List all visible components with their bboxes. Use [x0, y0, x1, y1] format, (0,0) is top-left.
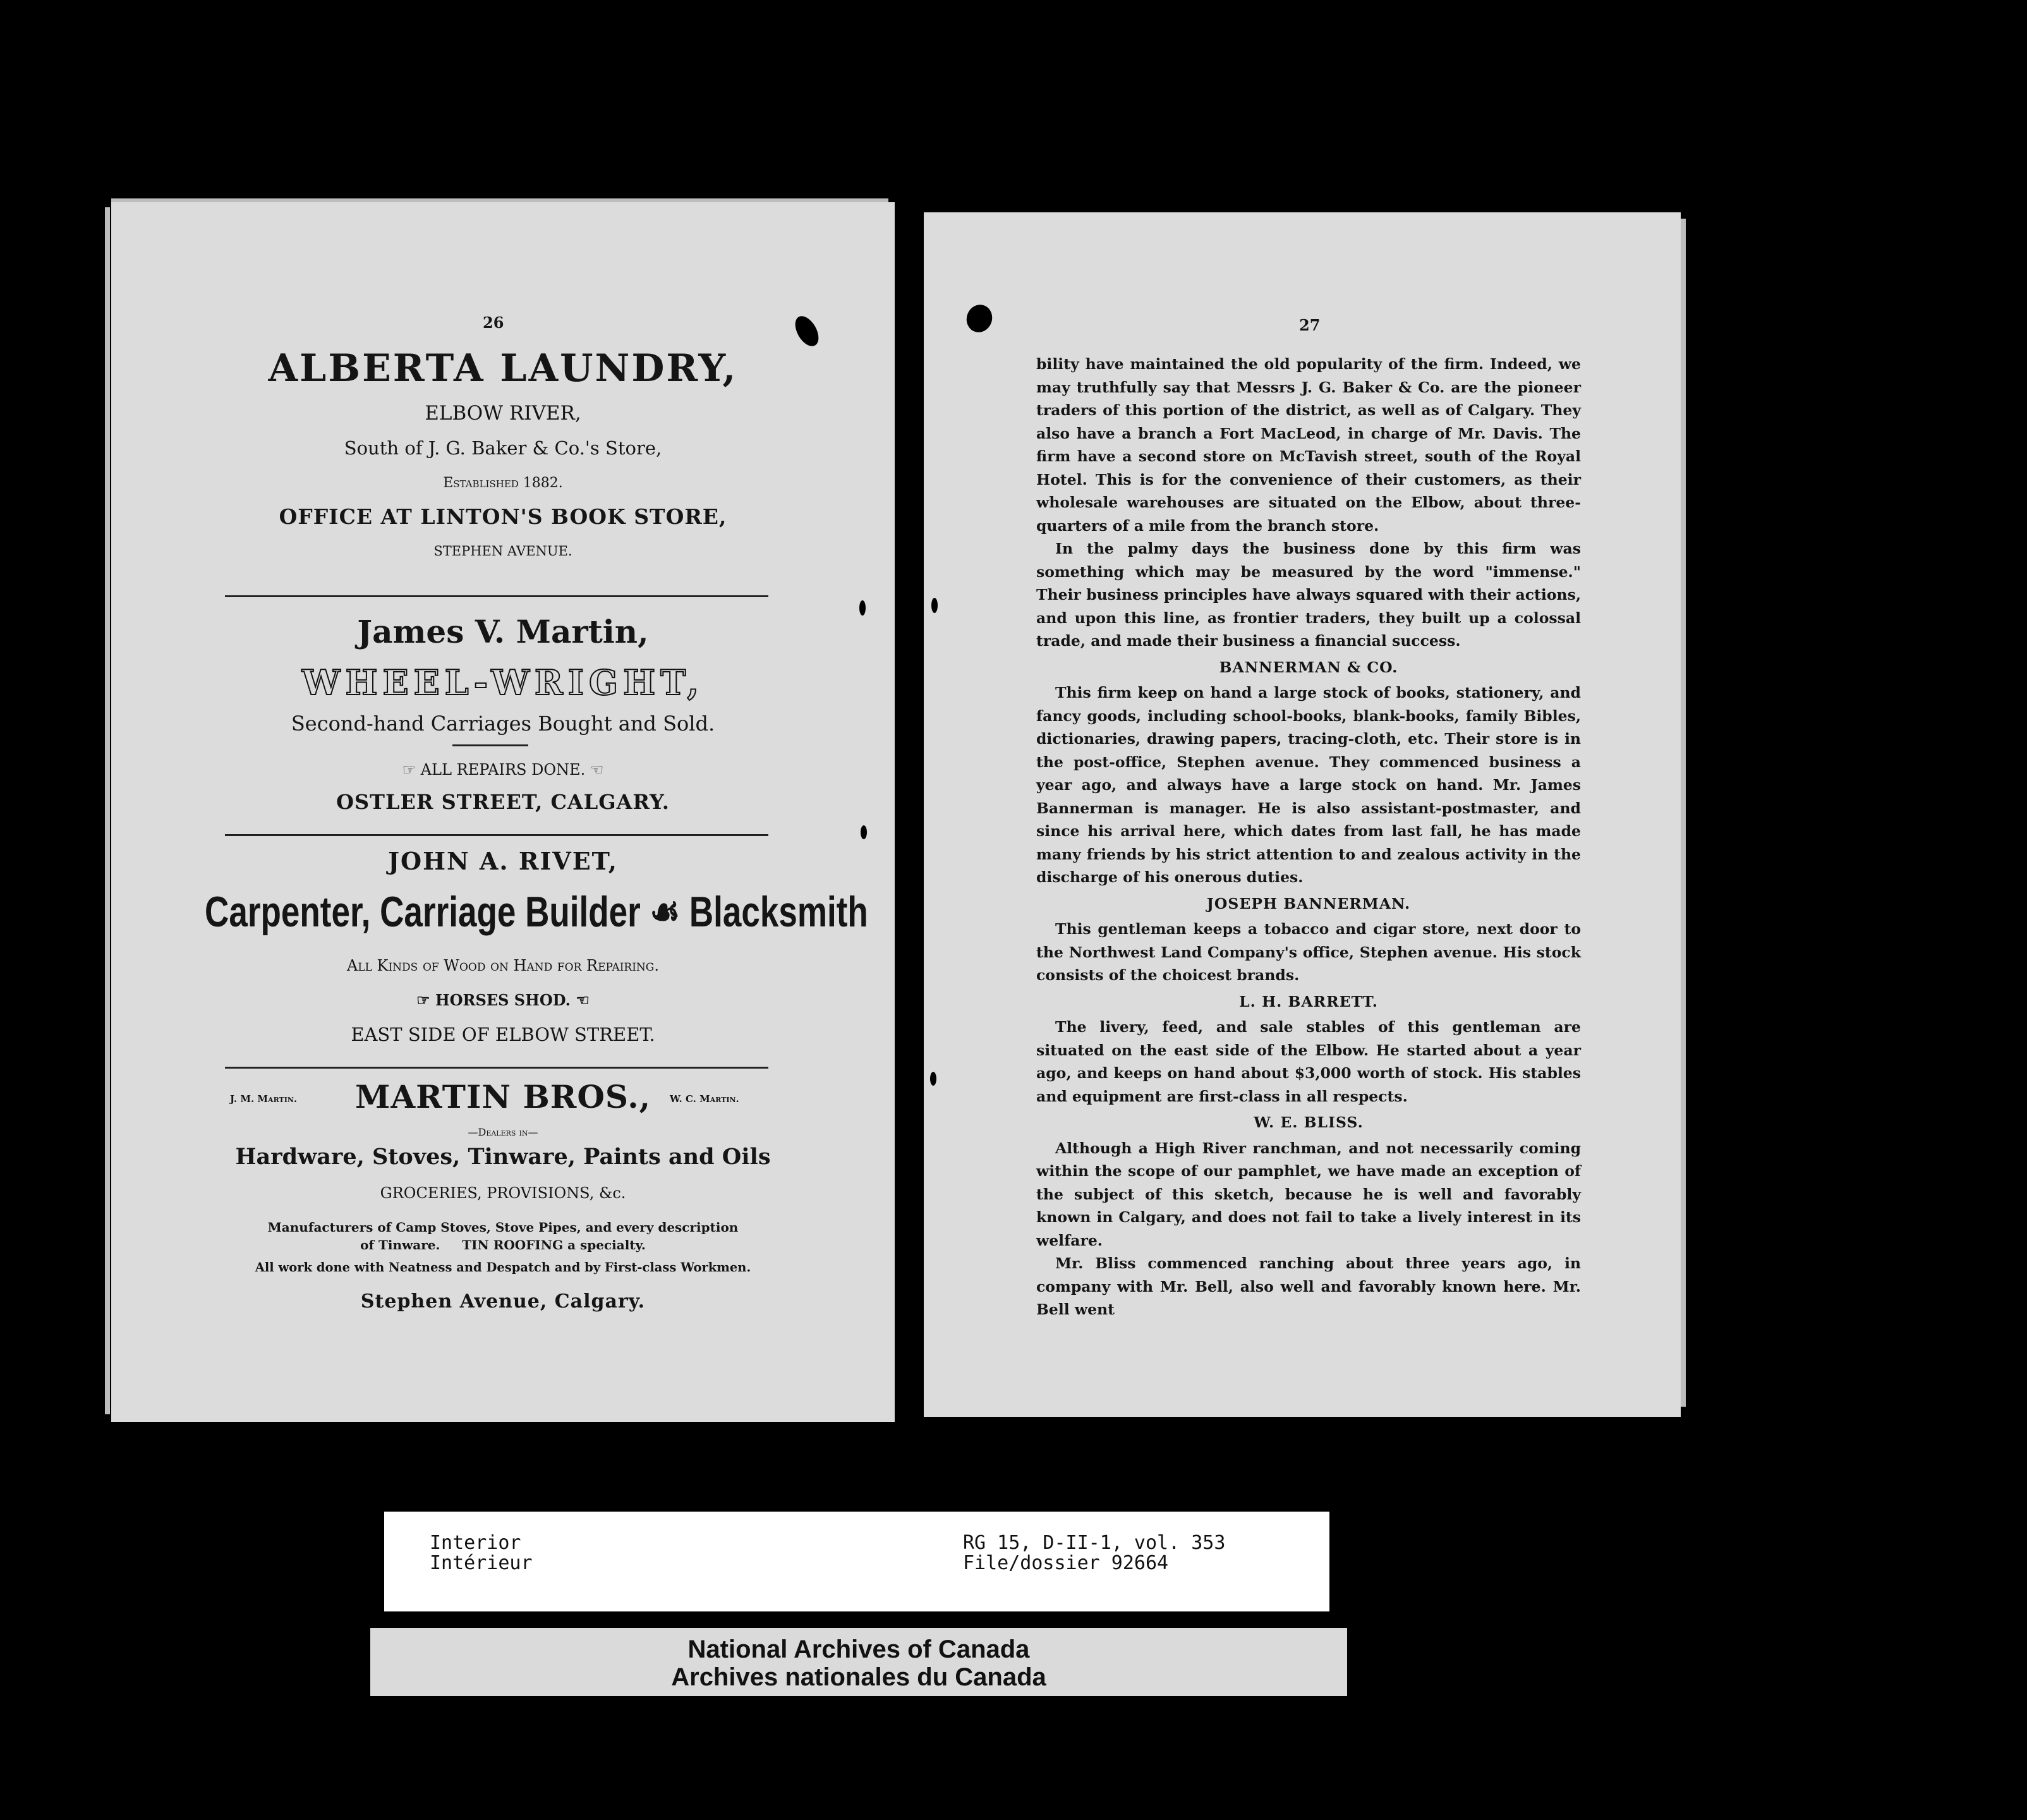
divider [225, 595, 768, 597]
paragraph: In the palmy days the business done by this firm was something which may be measured by the word "immense." Their business principles have always squared with their actions, and upon this line, as frontier traders, they built up a colossal trade, and made their business a financial success. [1036, 540, 1581, 650]
martin-tagline: Second-hand Carriages Bought and Sold. [291, 712, 715, 736]
laundry-location: ELBOW RIVER, [425, 402, 581, 425]
paragraph: This firm keep on hand a large stock of books, stationery, and fancy goods, including school-books, blank-books, family Bibles, dictionaries, drawing papers, tracing-cloth, etc. Their store is in the post-office, Stephen avenue. They commenced business a year ago, and always have a large stock on hand. Mr. James Bannerman is manager. He is also assistant-postmaster, and since his arrival here, which dates from last fall, he has made many friends by his strict attention to and zealous activity in the discharge of his onerous duties. [1036, 684, 1581, 886]
laundry-established: Established 1882. [443, 475, 563, 491]
damage-mark [859, 600, 866, 616]
archive-stamp [370, 1628, 1347, 1696]
archive-name-en: National Archives of Canada [687, 1635, 1030, 1663]
dealers-in: —Dealers in— [468, 1126, 538, 1138]
laundry-direction: South of J. G. Baker & Co.'s Store, [344, 437, 662, 459]
page-edge [105, 207, 110, 1414]
page-body [1036, 353, 1581, 1321]
martin-bros-goods: Hardware, Stoves, Tinware, Paints and Oils [235, 1144, 771, 1170]
department-en: Interior [430, 1532, 521, 1554]
damage-mark [931, 598, 938, 613]
right-page [924, 212, 1681, 1417]
divider [225, 834, 768, 836]
archive-reference: RG 15, D-II-1, vol. 353 [963, 1532, 1226, 1554]
martin-bros-workmanship: All work done with Neatness and Despatch and by First-class Workmen. [255, 1260, 751, 1275]
laundry-office: OFFICE AT LINTON'S BOOK STORE, [279, 504, 727, 529]
archive-reference-label [384, 1512, 1329, 1611]
section-heading: BANNERMAN & CO. [1219, 658, 1398, 676]
martin-bros-address: Stephen Avenue, Calgary. [360, 1290, 646, 1313]
paragraph: This gentleman keeps a tobacco and cigar store, next door to the Northwest Land Company's office, Stephen avenue. His stock consists of the choicest brands. [1036, 920, 1581, 984]
short-divider [452, 744, 528, 746]
department-fr: Intérieur [430, 1552, 533, 1574]
archive-name-fr: Archives nationales du Canada [671, 1663, 1046, 1691]
rivet-name: JOHN A. RIVET, [387, 847, 619, 875]
martin-bros-groceries: GROCERIES, PROVISIONS, &c. [380, 1184, 626, 1202]
paragraph: bility have maintained the old popularity of the firm. Indeed, we may truthfully say that Messrs J. G. Baker & Co. are the pioneer traders of this portion of the district, as well as of Calgary. They also have a branch a Fort MacLeod, in charge of Mr. Davis. The firm have a second store on McTavish street, south of the Royal Hotel. This is for the convenience of their customers, as their wholesale warehouses are situated on the Elbow, about three-quarters of a mile from the branch store. [1036, 355, 1581, 535]
section-heading: W. E. BLISS. [1254, 1113, 1364, 1131]
martin-bros-manufacturers-2: of Tinware. TIN ROOFING a specialty. [360, 1237, 646, 1253]
rivet-trade: Carpenter, Carriage Builder ☙ Blacksmith [205, 888, 868, 936]
section-heading: L. H. BARRETT. [1239, 992, 1378, 1010]
martin-repairs: ☞ ALL REPAIRS DONE. ☜ [402, 761, 604, 779]
rivet-trade-wrap [111, 887, 895, 937]
page-number: 27 [1299, 316, 1321, 334]
martin-bros-name: MARTIN BROS., [354, 1078, 651, 1115]
damage-mark [861, 825, 867, 839]
partner-left: J. M. Martin. [230, 1093, 298, 1105]
rivet-wood: All Kinds of Wood on Hand for Repairing. [346, 957, 660, 974]
paragraph: Mr. Bliss commenced ranching about three years ago, in company with Mr. Bell, also well and favorably known here. Mr. Bell went [1036, 1254, 1581, 1318]
section-heading: JOSEPH BANNERMAN. [1206, 894, 1411, 913]
page-edge [111, 198, 888, 202]
archive-file-number: File/dossier 92664 [963, 1552, 1169, 1574]
page-edge [1681, 219, 1686, 1407]
paragraph: Although a High River ranchman, and not necessarily coming within the scope of our pamphlet, we have made an exception of the subject of this sketch, because he is well and favorably known in Calgary, and does not fail to take a lively interest in its welfare. [1036, 1139, 1581, 1249]
damage-mark [930, 1072, 936, 1086]
wheelwright-title: WHEEL-WRIGHT, [301, 662, 705, 703]
rivet-horses: ☞ HORSES SHOD. ☜ [416, 991, 590, 1009]
divider [225, 1067, 768, 1069]
partner-right: W. C. Martin. [670, 1093, 739, 1105]
page-number: 26 [483, 313, 504, 332]
martin-name: James V. Martin, [357, 613, 649, 650]
paragraph: The livery, feed, and sale stables of this gentleman are situated on the east side of the Elbow. He started about a year ago, and keeps on hand about $3,000 worth of stock. His stables and equipment are first-class in all respects. [1036, 1018, 1581, 1105]
rivet-address: EAST SIDE OF ELBOW STREET. [351, 1024, 655, 1045]
alberta-laundry-title: ALBERTA LAUNDRY, [268, 346, 738, 391]
left-page [111, 202, 895, 1422]
laundry-street: STEPHEN AVENUE. [433, 543, 572, 559]
martin-bros-manufacturers-1: Manufacturers of Camp Stoves, Stove Pipes, and every description [267, 1220, 739, 1235]
martin-address: OSTLER STREET, CALGARY. [336, 790, 670, 814]
